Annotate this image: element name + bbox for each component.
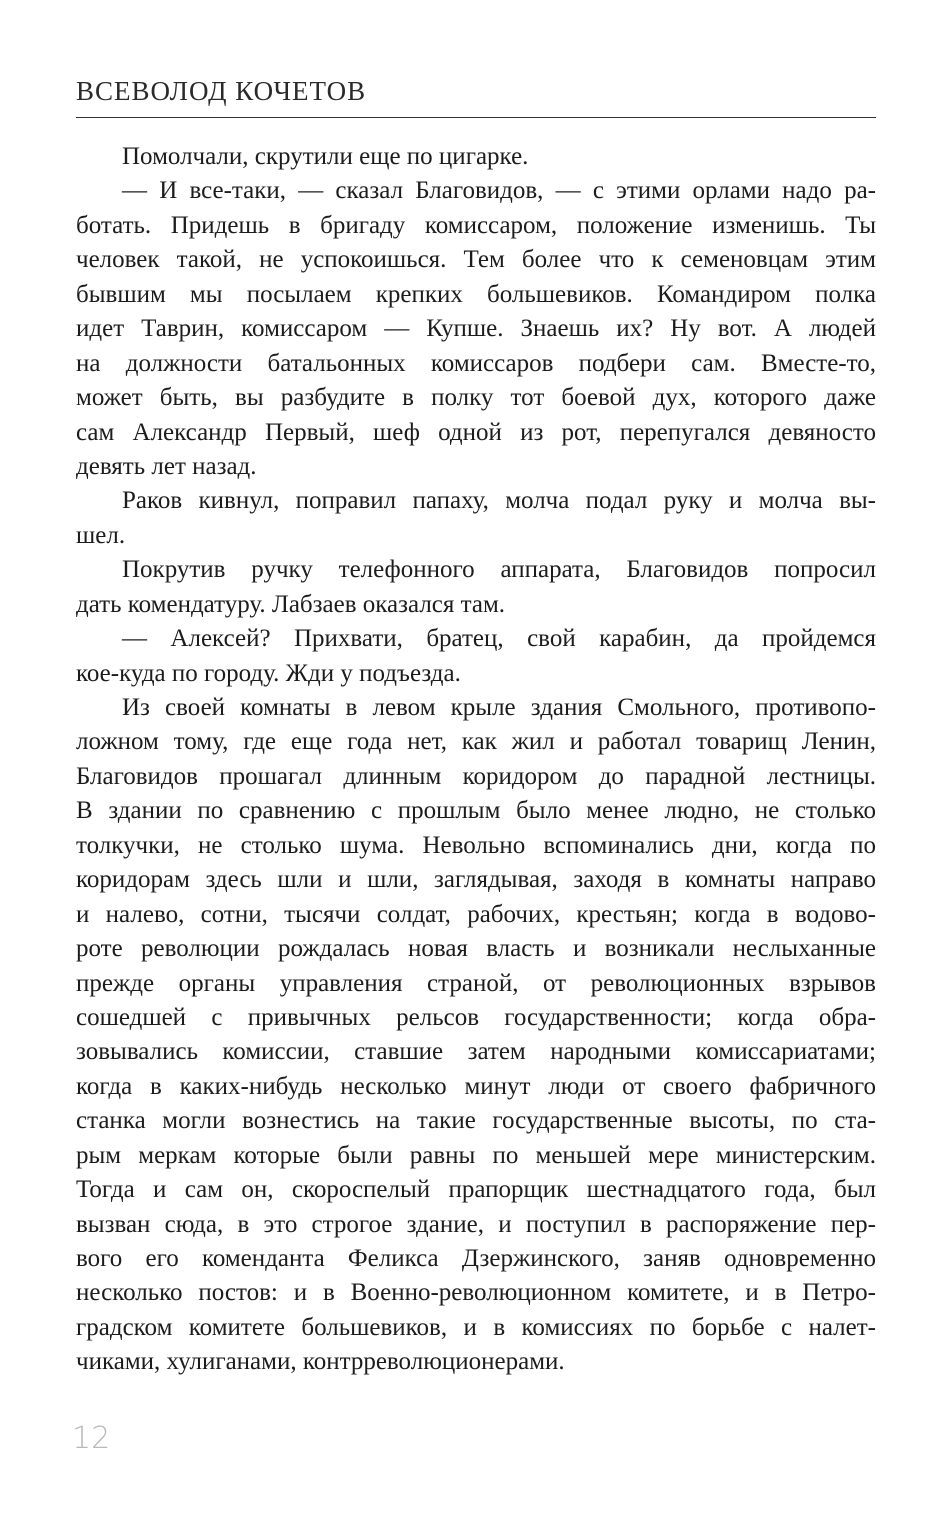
text-line: станка могли вознестись на такие государственные высоты, по ста- — [76, 1107, 876, 1135]
text-line: — И все-таки, — сказал Благовидов, — с этими орлами надо ра- — [122, 177, 876, 205]
text-line: вызван сюда, в это строгое здание, и поступил в распоряжение пер- — [76, 1210, 876, 1238]
text-line: шел. — [76, 521, 126, 549]
text-line: ботать. Придешь в бригаду комиссаром, положение изменишь. Ты — [76, 211, 876, 239]
text-line: ложном тому, где еще года нет, как жил и работал товарищ Ленин, — [76, 728, 876, 756]
text-line: Раков кивнул, поправил папаху, молча подал руку и молча вы- — [122, 487, 876, 515]
running-head-title: ВСЕВОЛОД КОЧЕТОВ — [76, 76, 367, 106]
text-line: может быть, вы разбудите в полку тот боевой дух, которого даже — [76, 384, 876, 412]
text-line: зовывались комиссии, ставшие затем народными комиссариатами; — [76, 1038, 876, 1066]
text-line: — Алексей? Прихвати, братец, свой карабин, да пройдемся — [122, 625, 876, 653]
text-line: толкучки, не столько шума. Невольно вспоминались дни, когда по — [76, 831, 876, 859]
text-line: коридорам здесь шли и шли, заглядывая, заходя в комнаты направо — [76, 866, 876, 894]
text-line: кое-куда по городу. Жди у подъезда. — [76, 659, 461, 687]
text-line: прежде органы управления страной, от революционных взрывов — [76, 969, 876, 997]
text-line: сам Александр Первый, шеф одной из рот, перепугался девяносто — [76, 418, 876, 446]
text-line: дать комендатуру. Лабзаев оказался там. — [76, 590, 506, 618]
text-line: когда в каких-нибудь несколько минут люди от своего фабричного — [76, 1072, 876, 1100]
text-line: градском комитете большевиков, и в комиссиях по борьбе с налет- — [76, 1313, 876, 1341]
text-line: чиками, хулиганами, контрреволюционерами. — [76, 1348, 565, 1376]
text-line: В здании по сравнению с прошлым было менее людно, не столько — [76, 797, 876, 825]
text-line: бывшим мы посылаем крепких большевиков. Командиром полка — [76, 280, 876, 308]
text-line: девять лет назад. — [76, 452, 257, 480]
text-line: несколько постов: и в Военно-революционном комитете, и в Петро- — [76, 1279, 876, 1307]
text-line: Благовидов прошагал длинным коридором до парадной лестницы. — [76, 762, 876, 790]
text-line: и налево, сотни, тысячи солдат, рабочих, крестьян; когда в водово- — [76, 900, 876, 928]
header-rule — [76, 117, 876, 118]
body-text — [76, 140, 876, 1380]
text-line: рым меркам которые были равны по меньшей мере министерским. — [76, 1141, 876, 1169]
text-line: роте революции рождалась новая власть и возникали неслыханные — [76, 935, 876, 963]
text-line: вого его коменданта Феликса Дзержинского, заняв одновременно — [76, 1245, 876, 1272]
text-line: на должности батальонных комиссаров подбери сам. Вместе-то, — [76, 349, 876, 377]
text-line: Помолчали, скрутили еще по цигарке. — [122, 143, 529, 170]
text-line: сошедшей с привычных рельсов государственности; когда обра- — [76, 1003, 876, 1031]
text-line: Покрутив ручку телефонного аппарата, Благовидов попросил — [122, 556, 876, 584]
text-line: идет Таврин, комиссаром — Купше. Знаешь их? Ну вот. А людей — [76, 315, 876, 343]
text-line: Из своей комнаты в левом крыле здания Смольного, противопо- — [122, 694, 876, 721]
text-line: Тогда и сам он, скороспелый прапорщик шестнадцатого года, был — [76, 1176, 876, 1204]
text-line: человек такой, не успокоишься. Тем более что к семеновцам этим — [76, 246, 876, 274]
page-number: 12 — [72, 1421, 111, 1456]
